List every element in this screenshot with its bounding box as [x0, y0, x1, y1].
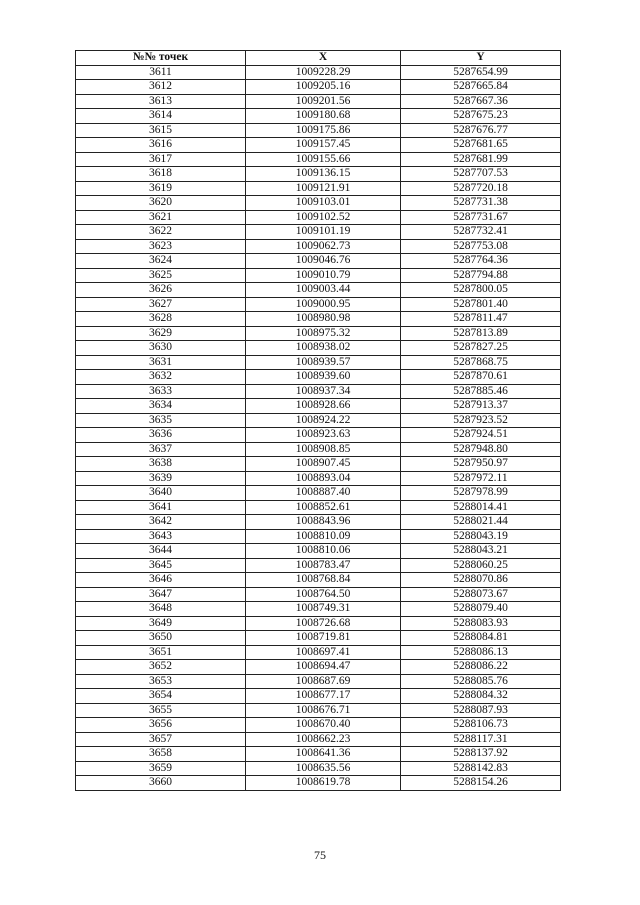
table-row [76, 109, 561, 124]
cell-point-number: 3625 [76, 268, 246, 283]
cell-x: 1008749.31 [246, 602, 401, 617]
cell-y: 5287827.25 [401, 341, 561, 356]
cell-y: 5287681.99 [401, 152, 561, 167]
cell-y: 5288079.40 [401, 602, 561, 617]
cell-y: 5287913.37 [401, 399, 561, 414]
cell-x: 1008938.02 [246, 341, 401, 356]
cell-x: 1009136.15 [246, 167, 401, 182]
cell-point-number: 3619 [76, 181, 246, 196]
cell-x: 1008619.78 [246, 776, 401, 791]
cell-x: 1008810.06 [246, 544, 401, 559]
table-row [76, 689, 561, 704]
cell-point-number: 3632 [76, 370, 246, 385]
cell-y: 5288142.83 [401, 761, 561, 776]
cell-point-number: 3618 [76, 167, 246, 182]
table-body [76, 65, 561, 790]
cell-point-number: 3658 [76, 747, 246, 762]
cell-x: 1009010.79 [246, 268, 401, 283]
cell-x: 1008908.85 [246, 442, 401, 457]
cell-y: 5287654.99 [401, 65, 561, 80]
cell-y: 5287924.51 [401, 428, 561, 443]
cell-y: 5287794.88 [401, 268, 561, 283]
cell-point-number: 3620 [76, 196, 246, 211]
table-row [76, 65, 561, 80]
table-row [76, 428, 561, 443]
cell-x: 1008694.47 [246, 660, 401, 675]
cell-x: 1008726.68 [246, 616, 401, 631]
cell-y: 5287800.05 [401, 283, 561, 298]
cell-x: 1008939.60 [246, 370, 401, 385]
cell-x: 1008937.34 [246, 384, 401, 399]
cell-point-number: 3617 [76, 152, 246, 167]
cell-x: 1008810.09 [246, 529, 401, 544]
cell-x: 1009175.86 [246, 123, 401, 138]
cell-point-number: 3655 [76, 703, 246, 718]
cell-y: 5288086.13 [401, 645, 561, 660]
table-row [76, 225, 561, 240]
cell-x: 1009046.76 [246, 254, 401, 269]
table-row [76, 558, 561, 573]
table-row [76, 326, 561, 341]
table-row [76, 645, 561, 660]
cell-x: 1009101.19 [246, 225, 401, 240]
table-row [76, 123, 561, 138]
table-row [76, 515, 561, 530]
cell-point-number: 3634 [76, 399, 246, 414]
table-row [76, 210, 561, 225]
cell-y: 5288084.32 [401, 689, 561, 704]
table-row [76, 341, 561, 356]
cell-y: 5288073.67 [401, 587, 561, 602]
table-row [76, 413, 561, 428]
cell-point-number: 3614 [76, 109, 246, 124]
cell-point-number: 3613 [76, 94, 246, 109]
cell-x: 1008697.41 [246, 645, 401, 660]
cell-y: 5287885.46 [401, 384, 561, 399]
cell-y: 5287813.89 [401, 326, 561, 341]
cell-y: 5288014.41 [401, 500, 561, 515]
header-y: Y [401, 51, 561, 66]
cell-point-number: 3649 [76, 616, 246, 631]
table-row [76, 254, 561, 269]
table-header [76, 51, 561, 66]
cell-x: 1008641.36 [246, 747, 401, 762]
table-row [76, 312, 561, 327]
table-row [76, 544, 561, 559]
cell-x: 1009003.44 [246, 283, 401, 298]
cell-x: 1008676.71 [246, 703, 401, 718]
cell-point-number: 3643 [76, 529, 246, 544]
cell-y: 5288086.22 [401, 660, 561, 675]
cell-x: 1008893.04 [246, 471, 401, 486]
table-row [76, 732, 561, 747]
cell-y: 5287948.80 [401, 442, 561, 457]
cell-x: 1008662.23 [246, 732, 401, 747]
cell-x: 1008923.63 [246, 428, 401, 443]
cell-y: 5287667.36 [401, 94, 561, 109]
cell-x: 1008670.40 [246, 718, 401, 733]
cell-point-number: 3612 [76, 80, 246, 95]
cell-y: 5288085.76 [401, 674, 561, 689]
table-row [76, 442, 561, 457]
cell-x: 1009205.16 [246, 80, 401, 95]
cell-x: 1008687.69 [246, 674, 401, 689]
cell-point-number: 3639 [76, 471, 246, 486]
cell-point-number: 3650 [76, 631, 246, 646]
table-row [76, 747, 561, 762]
table-row [76, 631, 561, 646]
table-row [76, 776, 561, 791]
cell-point-number: 3623 [76, 239, 246, 254]
cell-point-number: 3652 [76, 660, 246, 675]
cell-x: 1009228.29 [246, 65, 401, 80]
table-row [76, 384, 561, 399]
cell-point-number: 3622 [76, 225, 246, 240]
cell-x: 1008924.22 [246, 413, 401, 428]
table-row [76, 660, 561, 675]
cell-x: 1009157.45 [246, 138, 401, 153]
table-row [76, 573, 561, 588]
table-row [76, 167, 561, 182]
cell-x: 1008719.81 [246, 631, 401, 646]
cell-point-number: 3641 [76, 500, 246, 515]
cell-x: 1008887.40 [246, 486, 401, 501]
cell-x: 1008980.98 [246, 312, 401, 327]
cell-y: 5288021.44 [401, 515, 561, 530]
table-row [76, 486, 561, 501]
cell-y: 5287972.11 [401, 471, 561, 486]
coordinates-table [75, 50, 561, 791]
cell-point-number: 3621 [76, 210, 246, 225]
table-row [76, 500, 561, 515]
cell-x: 1009102.52 [246, 210, 401, 225]
page-number: 75 [314, 848, 326, 862]
cell-y: 5287732.41 [401, 225, 561, 240]
table-row [76, 239, 561, 254]
table-row [76, 399, 561, 414]
cell-x: 1008635.56 [246, 761, 401, 776]
table-row [76, 616, 561, 631]
cell-point-number: 3648 [76, 602, 246, 617]
header-point-number: №№ точек [76, 51, 246, 66]
table-row [76, 355, 561, 370]
cell-point-number: 3633 [76, 384, 246, 399]
cell-point-number: 3629 [76, 326, 246, 341]
cell-x: 1008907.45 [246, 457, 401, 472]
cell-x: 1008939.57 [246, 355, 401, 370]
cell-point-number: 3653 [76, 674, 246, 689]
cell-x: 1008764.50 [246, 587, 401, 602]
cell-point-number: 3660 [76, 776, 246, 791]
cell-y: 5288083.93 [401, 616, 561, 631]
cell-x: 1009121.91 [246, 181, 401, 196]
table-row [76, 283, 561, 298]
cell-point-number: 3611 [76, 65, 246, 80]
cell-x: 1008928.66 [246, 399, 401, 414]
cell-y: 5287681.65 [401, 138, 561, 153]
cell-x: 1008783.47 [246, 558, 401, 573]
cell-point-number: 3659 [76, 761, 246, 776]
table-row [76, 94, 561, 109]
table-row [76, 196, 561, 211]
cell-point-number: 3637 [76, 442, 246, 457]
table-row [76, 370, 561, 385]
cell-x: 1008843.96 [246, 515, 401, 530]
cell-point-number: 3630 [76, 341, 246, 356]
cell-x: 1009103.01 [246, 196, 401, 211]
table-row [76, 761, 561, 776]
cell-y: 5287731.38 [401, 196, 561, 211]
cell-y: 5287675.23 [401, 109, 561, 124]
cell-y: 5287665.84 [401, 80, 561, 95]
cell-x: 1008852.61 [246, 500, 401, 515]
cell-y: 5288154.26 [401, 776, 561, 791]
header-x: X [246, 51, 401, 66]
cell-y: 5287868.75 [401, 355, 561, 370]
table-row [76, 674, 561, 689]
table-row [76, 297, 561, 312]
cell-y: 5288084.81 [401, 631, 561, 646]
table-row [76, 268, 561, 283]
cell-y: 5287707.53 [401, 167, 561, 182]
cell-x: 1008768.84 [246, 573, 401, 588]
cell-y: 5288137.92 [401, 747, 561, 762]
cell-point-number: 3616 [76, 138, 246, 153]
cell-point-number: 3657 [76, 732, 246, 747]
cell-point-number: 3644 [76, 544, 246, 559]
cell-point-number: 3640 [76, 486, 246, 501]
cell-y: 5287923.52 [401, 413, 561, 428]
cell-point-number: 3624 [76, 254, 246, 269]
cell-x: 1009000.95 [246, 297, 401, 312]
table-row [76, 152, 561, 167]
cell-y: 5287978.99 [401, 486, 561, 501]
cell-x: 1009155.66 [246, 152, 401, 167]
table-row [76, 703, 561, 718]
cell-y: 5287731.67 [401, 210, 561, 225]
cell-point-number: 3656 [76, 718, 246, 733]
cell-x: 1008975.32 [246, 326, 401, 341]
table-row [76, 718, 561, 733]
cell-point-number: 3642 [76, 515, 246, 530]
cell-y: 5288106.73 [401, 718, 561, 733]
cell-point-number: 3638 [76, 457, 246, 472]
cell-point-number: 3635 [76, 413, 246, 428]
cell-point-number: 3636 [76, 428, 246, 443]
header-row [76, 51, 561, 66]
cell-y: 5288087.93 [401, 703, 561, 718]
table-row [76, 457, 561, 472]
cell-y: 5288060.25 [401, 558, 561, 573]
cell-point-number: 3647 [76, 587, 246, 602]
cell-x: 1009180.68 [246, 109, 401, 124]
cell-y: 5287764.36 [401, 254, 561, 269]
cell-y: 5287801.40 [401, 297, 561, 312]
cell-point-number: 3626 [76, 283, 246, 298]
cell-point-number: 3627 [76, 297, 246, 312]
cell-point-number: 3646 [76, 573, 246, 588]
cell-y: 5287676.77 [401, 123, 561, 138]
cell-point-number: 3645 [76, 558, 246, 573]
table-row [76, 138, 561, 153]
cell-y: 5287811.47 [401, 312, 561, 327]
cell-point-number: 3615 [76, 123, 246, 138]
cell-y: 5288043.19 [401, 529, 561, 544]
cell-x: 1009062.73 [246, 239, 401, 254]
table-row [76, 602, 561, 617]
cell-y: 5287950.97 [401, 457, 561, 472]
cell-point-number: 3651 [76, 645, 246, 660]
table-row [76, 587, 561, 602]
cell-y: 5287753.08 [401, 239, 561, 254]
cell-y: 5287870.61 [401, 370, 561, 385]
cell-point-number: 3631 [76, 355, 246, 370]
cell-y: 5288117.31 [401, 732, 561, 747]
cell-point-number: 3628 [76, 312, 246, 327]
cell-x: 1009201.56 [246, 94, 401, 109]
cell-y: 5288043.21 [401, 544, 561, 559]
cell-x: 1008677.17 [246, 689, 401, 704]
cell-y: 5288070.86 [401, 573, 561, 588]
table-row [76, 529, 561, 544]
table-row [76, 181, 561, 196]
table-row [76, 80, 561, 95]
cell-y: 5287720.18 [401, 181, 561, 196]
table-row [76, 471, 561, 486]
cell-point-number: 3654 [76, 689, 246, 704]
